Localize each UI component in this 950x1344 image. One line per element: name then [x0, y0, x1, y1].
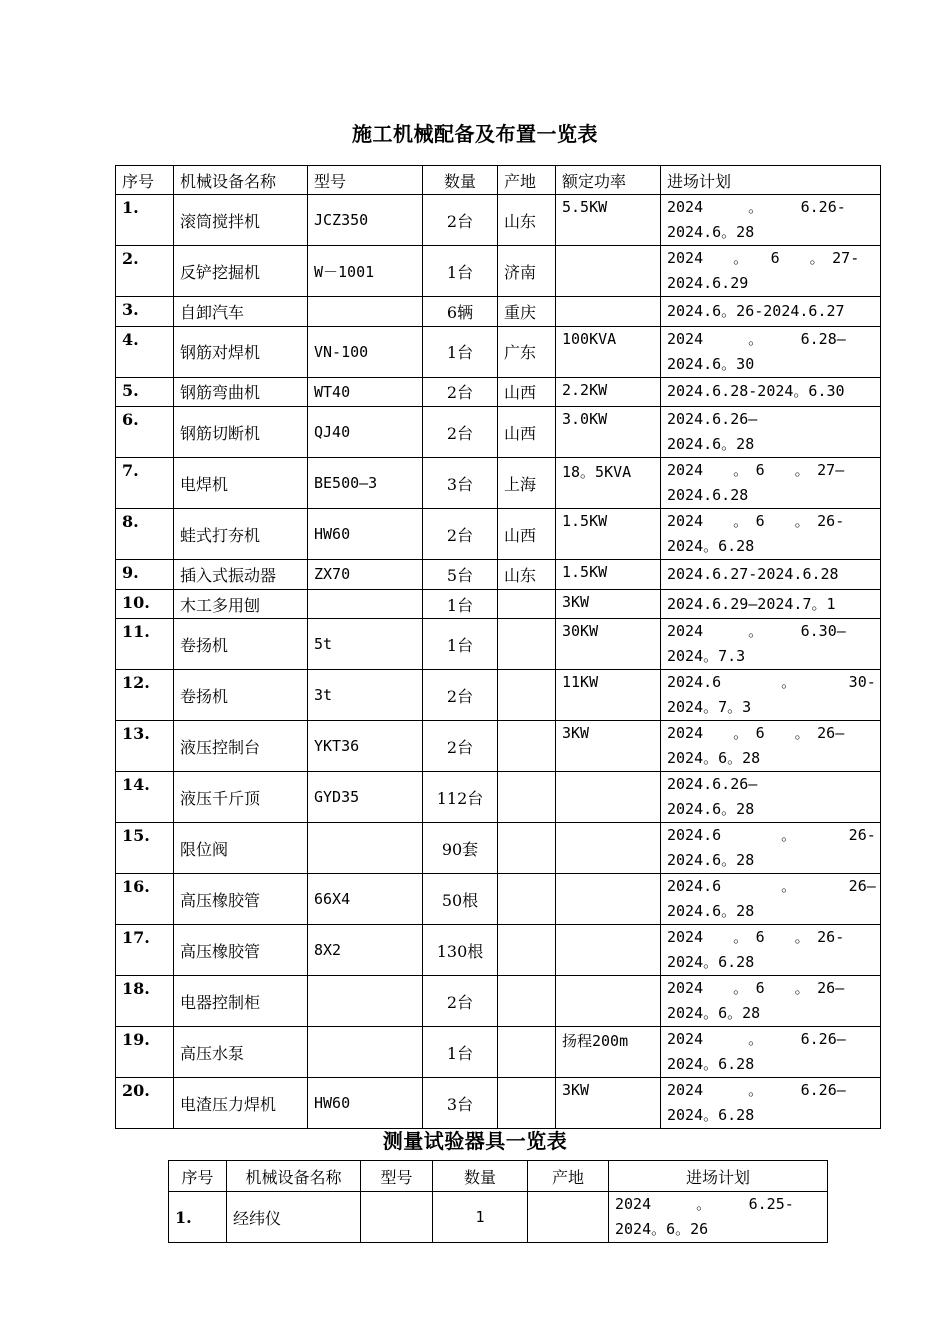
- cell-origin: [498, 670, 556, 721]
- cell-plan: [661, 509, 881, 560]
- cell-num: 9.: [116, 560, 174, 590]
- cell-num: 17.: [116, 925, 174, 976]
- plan-line: 2024.6.29: [667, 274, 749, 292]
- cell-model: [361, 1192, 433, 1243]
- cell-model: [308, 589, 423, 619]
- plan-line: 2024.6。28: [667, 800, 755, 819]
- table-row: [116, 407, 881, 458]
- cell-model: W－1001: [308, 246, 423, 297]
- cell-num: 11.: [116, 619, 174, 670]
- table-row: [116, 246, 881, 297]
- plan-line: 2024.6。26-2024.6.27: [667, 301, 845, 320]
- cell-model: BE500—3: [308, 458, 423, 509]
- plan-line: 2024 。 6 。 27—: [667, 461, 845, 480]
- plan-line: 2024 。 6.30—: [667, 622, 846, 641]
- cell-num: 5.: [116, 377, 174, 407]
- cell-power: 1.5KW: [556, 509, 661, 560]
- cell-qty: 6辆: [423, 297, 498, 327]
- table-row: [169, 1192, 828, 1243]
- header-num: 序号: [169, 1161, 227, 1192]
- plan-line: 2024.6 。 26—: [667, 877, 876, 896]
- plan-line: 2024.6 。 26-: [667, 826, 876, 845]
- header-plan: 进场计划: [661, 166, 881, 195]
- header-origin: 产地: [498, 166, 556, 195]
- plan-line: 2024 。 6.26-: [667, 198, 846, 216]
- cell-origin: 山东: [498, 195, 556, 246]
- cell-name: 液压千斤顶: [174, 772, 308, 823]
- table-row: [116, 195, 881, 246]
- plan-line: 2024 。 6.26—: [667, 1081, 846, 1100]
- cell-power: 3KW: [556, 589, 661, 619]
- cell-model: [308, 976, 423, 1027]
- cell-plan: [661, 560, 881, 590]
- cell-model: 3t: [308, 670, 423, 721]
- equipment-table-header: [116, 166, 881, 195]
- cell-model: [308, 297, 423, 327]
- cell-num: 19.: [116, 1027, 174, 1078]
- table-row: [116, 509, 881, 560]
- plan-line: 2024.6.26—: [667, 775, 758, 794]
- cell-model: [308, 1027, 423, 1078]
- header-name: 机械设备名称: [227, 1161, 361, 1192]
- cell-origin: [498, 1027, 556, 1078]
- plan-line: 2024.6。28: [667, 851, 755, 870]
- header-model: 型号: [361, 1161, 433, 1192]
- cell-origin: 山东: [498, 560, 556, 590]
- cell-name: 高压水泵: [174, 1027, 308, 1078]
- cell-power: [556, 297, 661, 327]
- cell-name: 插入式振动器: [174, 560, 308, 590]
- plan-line: 2024 。 6 。 26—: [667, 724, 845, 743]
- cell-plan: [661, 458, 881, 509]
- cell-power: 5.5KW: [556, 195, 661, 246]
- survey-table-header: [169, 1161, 828, 1192]
- table-row: [116, 823, 881, 874]
- table-row: [116, 976, 881, 1027]
- plan-line: 2024 。 6 。 26—: [667, 979, 845, 998]
- header-qty: 数量: [433, 1161, 528, 1192]
- cell-power: 11KW: [556, 670, 661, 721]
- cell-qty: 3台: [423, 1078, 498, 1129]
- cell-power: 30KW: [556, 619, 661, 670]
- cell-num: 10.: [116, 589, 174, 619]
- cell-qty: 3台: [423, 458, 498, 509]
- survey-table-title: 测量试验器具一览表: [382, 1129, 568, 1153]
- cell-power: [556, 976, 661, 1027]
- cell-model: 5t: [308, 619, 423, 670]
- cell-qty: 2台: [423, 407, 498, 458]
- cell-name: 高压橡胶管: [174, 874, 308, 925]
- cell-num: 18.: [116, 976, 174, 1027]
- cell-plan: [661, 925, 881, 976]
- plan-line: 2024.6.29—2024.7。1: [667, 594, 836, 613]
- cell-qty: 2台: [423, 509, 498, 560]
- equipment-table: [115, 165, 881, 1129]
- plan-line: 2024 。 6 。 26-: [667, 928, 845, 947]
- cell-qty: 2台: [423, 195, 498, 246]
- cell-power: [556, 772, 661, 823]
- cell-power: 1.5KW: [556, 560, 661, 590]
- cell-num: 6.: [116, 407, 174, 458]
- cell-num: 13.: [116, 721, 174, 772]
- cell-num: 15.: [116, 823, 174, 874]
- cell-plan: [661, 976, 881, 1027]
- cell-plan: [661, 1027, 881, 1078]
- cell-model: ZX70: [308, 560, 423, 590]
- cell-qty: 1: [433, 1192, 528, 1243]
- cell-plan: [661, 772, 881, 823]
- cell-power: 18。5KVA: [556, 458, 661, 509]
- cell-num: 4.: [116, 326, 174, 377]
- cell-origin: [498, 589, 556, 619]
- cell-origin: 济南: [498, 246, 556, 297]
- cell-num: 1.: [169, 1192, 227, 1243]
- cell-origin: 重庆: [498, 297, 556, 327]
- cell-qty: 90套: [423, 823, 498, 874]
- cell-power: 3KW: [556, 1078, 661, 1129]
- cell-plan: [661, 407, 881, 458]
- cell-power: [556, 246, 661, 297]
- table-row: [116, 458, 881, 509]
- cell-name: 限位阀: [174, 823, 308, 874]
- cell-qty: 2台: [423, 670, 498, 721]
- cell-power: 3KW: [556, 721, 661, 772]
- cell-origin: 广东: [498, 326, 556, 377]
- cell-model: JCZ350: [308, 195, 423, 246]
- header-model: 型号: [308, 166, 423, 195]
- cell-origin: [528, 1192, 609, 1243]
- cell-plan: [661, 195, 881, 246]
- cell-origin: 山西: [498, 377, 556, 407]
- cell-name: 钢筋切断机: [174, 407, 308, 458]
- table-row: [116, 326, 881, 377]
- cell-qty: 1台: [423, 326, 498, 377]
- plan-line: 2024 。 6 。 27-: [667, 249, 860, 267]
- cell-plan: [609, 1192, 828, 1243]
- survey-table: [168, 1160, 828, 1243]
- cell-num: 1.: [116, 195, 174, 246]
- header-num: 序号: [116, 166, 174, 195]
- plan-line: 2024 。 6 。 26-: [667, 512, 845, 531]
- cell-model: [308, 823, 423, 874]
- plan-line: 2024 。 6.25-: [615, 1195, 794, 1213]
- plan-line: 2024。6。26: [615, 1220, 709, 1238]
- cell-origin: [498, 874, 556, 925]
- plan-line: 2024。6.28: [667, 1106, 755, 1125]
- table-row: [116, 1078, 881, 1129]
- table-row: [116, 925, 881, 976]
- header-plan: 进场计划: [609, 1161, 828, 1192]
- header-power: 额定功率: [556, 166, 661, 195]
- header-origin: 产地: [528, 1161, 609, 1192]
- cell-model: 66X4: [308, 874, 423, 925]
- table-row: [116, 874, 881, 925]
- cell-qty: 2台: [423, 721, 498, 772]
- cell-plan: [661, 326, 881, 377]
- cell-plan: [661, 721, 881, 772]
- cell-name: 电器控制柜: [174, 976, 308, 1027]
- cell-qty: 1台: [423, 1027, 498, 1078]
- plan-line: 2024。7。3: [667, 698, 752, 717]
- plan-line: 2024 。 6.26—: [667, 1030, 846, 1049]
- cell-num: 12.: [116, 670, 174, 721]
- cell-origin: 山西: [498, 509, 556, 560]
- cell-qty: 1台: [423, 246, 498, 297]
- cell-name: 经纬仪: [227, 1192, 361, 1243]
- plan-line: 2024.6.27-2024.6.28: [667, 564, 839, 583]
- cell-model: VN-100: [308, 326, 423, 377]
- cell-origin: 上海: [498, 458, 556, 509]
- cell-power: 2.2KW: [556, 377, 661, 407]
- cell-power: 100KVA: [556, 326, 661, 377]
- cell-power: 扬程200m: [556, 1027, 661, 1078]
- cell-name: 木工多用刨: [174, 589, 308, 619]
- cell-num: 8.: [116, 509, 174, 560]
- table-row: [116, 772, 881, 823]
- cell-qty: 50根: [423, 874, 498, 925]
- cell-name: 卷扬机: [174, 670, 308, 721]
- plan-line: 2024 。 6.28—: [667, 329, 846, 348]
- equipment-table-title: 施工机械配备及布置一览表: [352, 122, 598, 146]
- cell-origin: 山西: [498, 407, 556, 458]
- cell-model: QJ40: [308, 407, 423, 458]
- cell-plan: [661, 589, 881, 619]
- cell-name: 钢筋对焊机: [174, 326, 308, 377]
- header-qty: 数量: [423, 166, 498, 195]
- table-row: [116, 670, 881, 721]
- cell-num: 20.: [116, 1078, 174, 1129]
- plan-line: 2024.6。30: [667, 354, 755, 373]
- cell-model: WT40: [308, 377, 423, 407]
- table-row: [116, 721, 881, 772]
- cell-name: 高压橡胶管: [174, 925, 308, 976]
- cell-plan: [661, 619, 881, 670]
- table-row: [116, 297, 881, 327]
- plan-line: 2024。6.28: [667, 1055, 755, 1074]
- table-row: [116, 619, 881, 670]
- cell-name: 反铲挖掘机: [174, 246, 308, 297]
- cell-name: 滚筒搅拌机: [174, 195, 308, 246]
- cell-num: 2.: [116, 246, 174, 297]
- cell-name: 液压控制台: [174, 721, 308, 772]
- plan-line: 2024。6.28: [667, 953, 755, 972]
- cell-plan: [661, 1078, 881, 1129]
- cell-origin: [498, 619, 556, 670]
- cell-name: 钢筋弯曲机: [174, 377, 308, 407]
- cell-name: 电渣压力焊机: [174, 1078, 308, 1129]
- table-row: [116, 560, 881, 590]
- plan-line: 2024.6.28-2024。6.30: [667, 382, 845, 401]
- cell-origin: [498, 823, 556, 874]
- plan-line: 2024.6.26—: [667, 410, 758, 429]
- cell-qty: 2台: [423, 377, 498, 407]
- cell-power: [556, 874, 661, 925]
- cell-num: 16.: [116, 874, 174, 925]
- table-row: [116, 1027, 881, 1078]
- cell-plan: [661, 670, 881, 721]
- cell-power: 3.0KW: [556, 407, 661, 458]
- plan-line: 2024.6。28: [667, 902, 755, 921]
- cell-model: 8X2: [308, 925, 423, 976]
- cell-origin: [498, 772, 556, 823]
- cell-qty: 112台: [423, 772, 498, 823]
- plan-line: 2024.6.28: [667, 486, 749, 505]
- cell-origin: [498, 721, 556, 772]
- cell-num: 14.: [116, 772, 174, 823]
- cell-model: YKT36: [308, 721, 423, 772]
- cell-qty: 5台: [423, 560, 498, 590]
- cell-origin: [498, 976, 556, 1027]
- cell-qty: 2台: [423, 976, 498, 1027]
- cell-plan: [661, 377, 881, 407]
- cell-plan: [661, 246, 881, 297]
- table-row: [116, 589, 881, 619]
- cell-plan: [661, 874, 881, 925]
- cell-qty: 1台: [423, 619, 498, 670]
- plan-line: 2024。6。28: [667, 749, 761, 768]
- plan-line: 2024.6。28: [667, 223, 755, 241]
- cell-plan: [661, 823, 881, 874]
- table-row: [116, 377, 881, 407]
- cell-name: 电焊机: [174, 458, 308, 509]
- cell-qty: 130根: [423, 925, 498, 976]
- cell-model: HW60: [308, 509, 423, 560]
- plan-line: 2024。6.28: [667, 537, 755, 556]
- cell-num: 7.: [116, 458, 174, 509]
- plan-line: 2024.6。28: [667, 435, 755, 454]
- cell-plan: [661, 297, 881, 327]
- plan-line: 2024.6 。 30-: [667, 673, 876, 692]
- cell-name: 卷扬机: [174, 619, 308, 670]
- cell-num: 3.: [116, 297, 174, 327]
- header-name: 机械设备名称: [174, 166, 308, 195]
- cell-origin: [498, 1078, 556, 1129]
- cell-model: HW60: [308, 1078, 423, 1129]
- cell-name: 自卸汽车: [174, 297, 308, 327]
- plan-line: 2024。6。28: [667, 1004, 761, 1023]
- cell-name: 蛙式打夯机: [174, 509, 308, 560]
- cell-origin: [498, 925, 556, 976]
- cell-qty: 1台: [423, 589, 498, 619]
- cell-power: [556, 925, 661, 976]
- cell-model: GYD35: [308, 772, 423, 823]
- cell-power: [556, 823, 661, 874]
- plan-line: 2024。7.3: [667, 647, 746, 666]
